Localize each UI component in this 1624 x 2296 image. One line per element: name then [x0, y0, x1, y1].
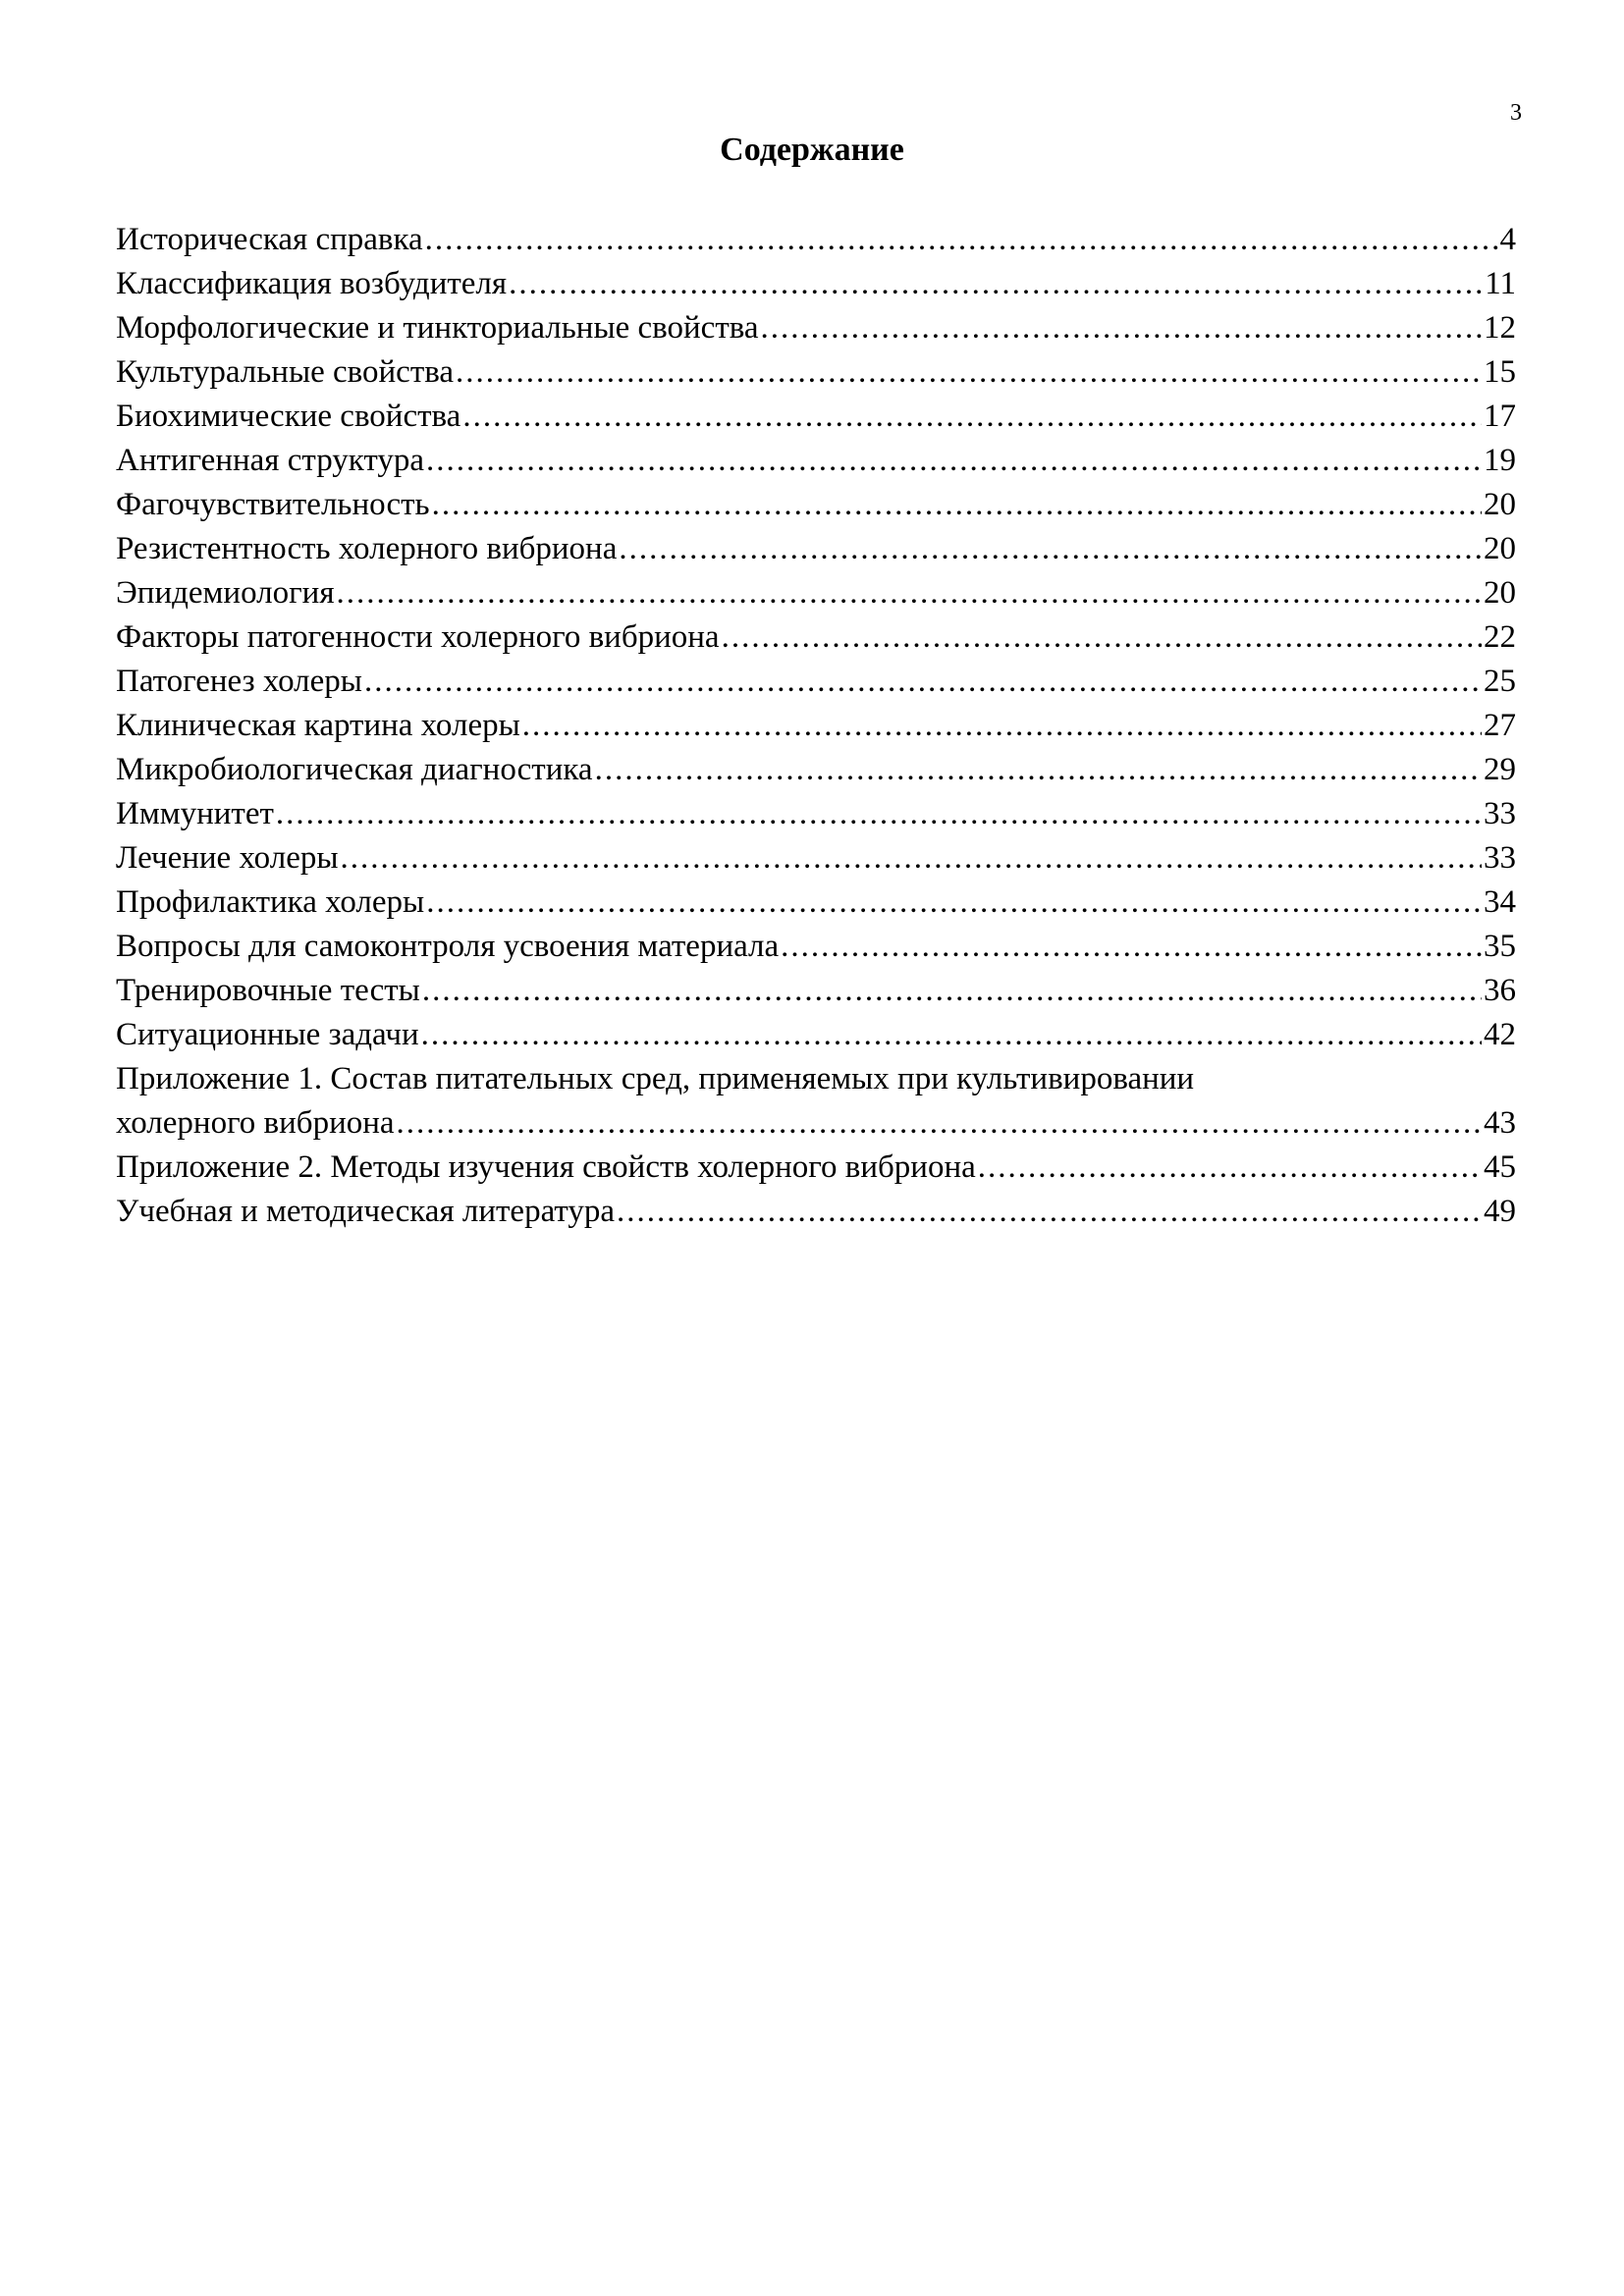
toc-entry-label: Культуральные свойства: [116, 354, 455, 390]
toc-entry-label: Эпидемиология: [116, 575, 335, 611]
toc-entry-page-number: 33: [1484, 840, 1516, 876]
toc-entry-label: Биохимические свойства: [116, 399, 461, 434]
toc-entry: [116, 1057, 1516, 1146]
dot-leader: [337, 571, 1483, 615]
toc-entry-label: Морфологические и тинкториальные свойства: [116, 310, 759, 346]
toc-entry-label: Тренировочные тесты: [116, 973, 420, 1008]
toc-entry-page-number: 19: [1484, 443, 1516, 478]
dot-leader: [781, 925, 1482, 969]
toc-entry-row: [116, 836, 1516, 881]
toc-entry-label: Патогенез холеры: [116, 664, 362, 699]
toc-entry: [116, 571, 1516, 615]
toc-entry-label: холерного вибриона: [116, 1105, 395, 1141]
toc-entry: [116, 836, 1516, 881]
toc-entry-row: [116, 969, 1516, 1013]
toc-entry: [116, 306, 1516, 350]
toc-entry-row: [116, 704, 1516, 748]
dot-leader: [341, 836, 1482, 881]
dot-leader: [595, 748, 1482, 792]
dot-leader: [422, 969, 1482, 1013]
toc-entry-row: [116, 571, 1516, 615]
toc-entry-page-number: 11: [1485, 266, 1516, 301]
toc-entry-label: Лечение холеры: [116, 840, 339, 876]
toc-entry: [116, 615, 1516, 660]
dot-leader: [432, 483, 1482, 527]
toc-entry: [116, 262, 1516, 306]
toc-entry: [116, 483, 1516, 527]
toc-entry-row: [116, 1146, 1516, 1190]
dot-leader: [617, 1190, 1482, 1234]
toc-entry-page-number: 15: [1484, 354, 1516, 390]
toc-entry-row: [116, 306, 1516, 350]
toc-entry-page-number: 25: [1484, 664, 1516, 699]
toc-entry-page-number: 20: [1484, 487, 1516, 522]
toc-entry-label-line: Приложение 1. Состав питательных сред, применяемых при культивировании: [116, 1061, 1195, 1096]
dot-leader: [509, 262, 1483, 306]
toc-entry-page-number: 43: [1484, 1105, 1516, 1141]
toc-entry-row: [116, 350, 1516, 395]
toc-entry: [116, 660, 1516, 704]
toc-entry: [116, 1190, 1516, 1234]
dot-leader: [426, 439, 1482, 483]
toc-entry-page-number: 33: [1484, 796, 1516, 831]
toc-entry: [116, 748, 1516, 792]
dot-leader: [761, 306, 1482, 350]
toc-entry-page-number: 22: [1484, 619, 1516, 655]
toc-entry-page-number: 49: [1484, 1194, 1516, 1229]
toc-entry: [116, 1146, 1516, 1190]
toc-entry-label: Приложение 2. Методы изучения свойств холерного вибриона: [116, 1149, 976, 1185]
toc-entry-label: Иммунитет: [116, 796, 274, 831]
dot-leader: [619, 527, 1482, 571]
toc-entry-row: [116, 660, 1516, 704]
toc-entry-row: [116, 748, 1516, 792]
toc-entry-page-number: 36: [1484, 973, 1516, 1008]
dot-leader: [522, 704, 1482, 748]
toc-entry: [116, 527, 1516, 571]
dot-leader: [364, 660, 1482, 704]
dot-leader: [456, 350, 1482, 395]
toc-entry-page-number: 17: [1484, 399, 1516, 434]
toc-entry-label: Ситуационные задачи: [116, 1017, 419, 1052]
toc-entry-page-number: 20: [1484, 575, 1516, 611]
dot-leader: [978, 1146, 1482, 1190]
dot-leader: [462, 395, 1482, 439]
toc-entry-row: [116, 1101, 1516, 1146]
toc-entry-row: [116, 1013, 1516, 1057]
toc-entry-label: Профилактика холеры: [116, 884, 425, 920]
toc-entry-row: [116, 439, 1516, 483]
dot-leader: [276, 792, 1482, 836]
toc-entry-row: [116, 218, 1516, 262]
toc-entry-label: Учебная и методическая литература: [116, 1194, 616, 1229]
toc-entry: [116, 925, 1516, 969]
toc-entry-page-number: 12: [1484, 310, 1516, 346]
toc-entry-label: Историческая справка: [116, 222, 423, 257]
toc-entry-label: Фагочувствительность: [116, 487, 430, 522]
toc-entry: [116, 704, 1516, 748]
dot-leader: [421, 1013, 1482, 1057]
toc-entry-label: Клиническая картина холеры: [116, 708, 520, 743]
table-of-contents: [116, 218, 1516, 1234]
toc-entry-row: [116, 262, 1516, 306]
toc-entry-label: Антигенная структура: [116, 443, 424, 478]
toc-entry: [116, 439, 1516, 483]
toc-entry: [116, 1013, 1516, 1057]
toc-entry-page-number: 20: [1484, 531, 1516, 566]
toc-entry-page-number: 45: [1484, 1149, 1516, 1185]
toc-entry-page-number: 29: [1484, 752, 1516, 787]
page-number: 3: [1510, 100, 1522, 126]
toc-entry-page-number: 4: [1499, 222, 1516, 257]
toc-entry: [116, 395, 1516, 439]
toc-entry-page-number: 27: [1484, 708, 1516, 743]
dot-leader: [397, 1101, 1482, 1146]
toc-entry-label: Факторы патогенности холерного вибриона: [116, 619, 720, 655]
toc-entry-label: Микробиологическая диагностика: [116, 752, 593, 787]
toc-entry-page-number: 35: [1484, 929, 1516, 964]
toc-entry-row: [116, 483, 1516, 527]
toc-entry-page-number: 34: [1484, 884, 1516, 920]
toc-entry-row: [116, 527, 1516, 571]
page-title: Содержание: [720, 132, 904, 168]
toc-entry: [116, 218, 1516, 262]
toc-entry: [116, 792, 1516, 836]
dot-leader: [426, 881, 1482, 925]
dot-leader: [722, 615, 1482, 660]
toc-entry: [116, 350, 1516, 395]
toc-entry-row: [116, 881, 1516, 925]
toc-entry-label: Классификация возбудителя: [116, 266, 508, 301]
toc-entry-row: [116, 1190, 1516, 1234]
toc-entry-label: Вопросы для самоконтроля усвоения материала: [116, 929, 780, 964]
toc-entry: [116, 969, 1516, 1013]
toc-entry-row: [116, 925, 1516, 969]
toc-entry-row: [116, 615, 1516, 660]
toc-entry-row: [116, 792, 1516, 836]
dot-leader: [425, 218, 1498, 262]
toc-entry-page-number: 42: [1484, 1017, 1516, 1052]
toc-entry: [116, 881, 1516, 925]
toc-entry-row: [116, 395, 1516, 439]
toc-entry-label: Резистентность холерного вибриона: [116, 531, 618, 566]
